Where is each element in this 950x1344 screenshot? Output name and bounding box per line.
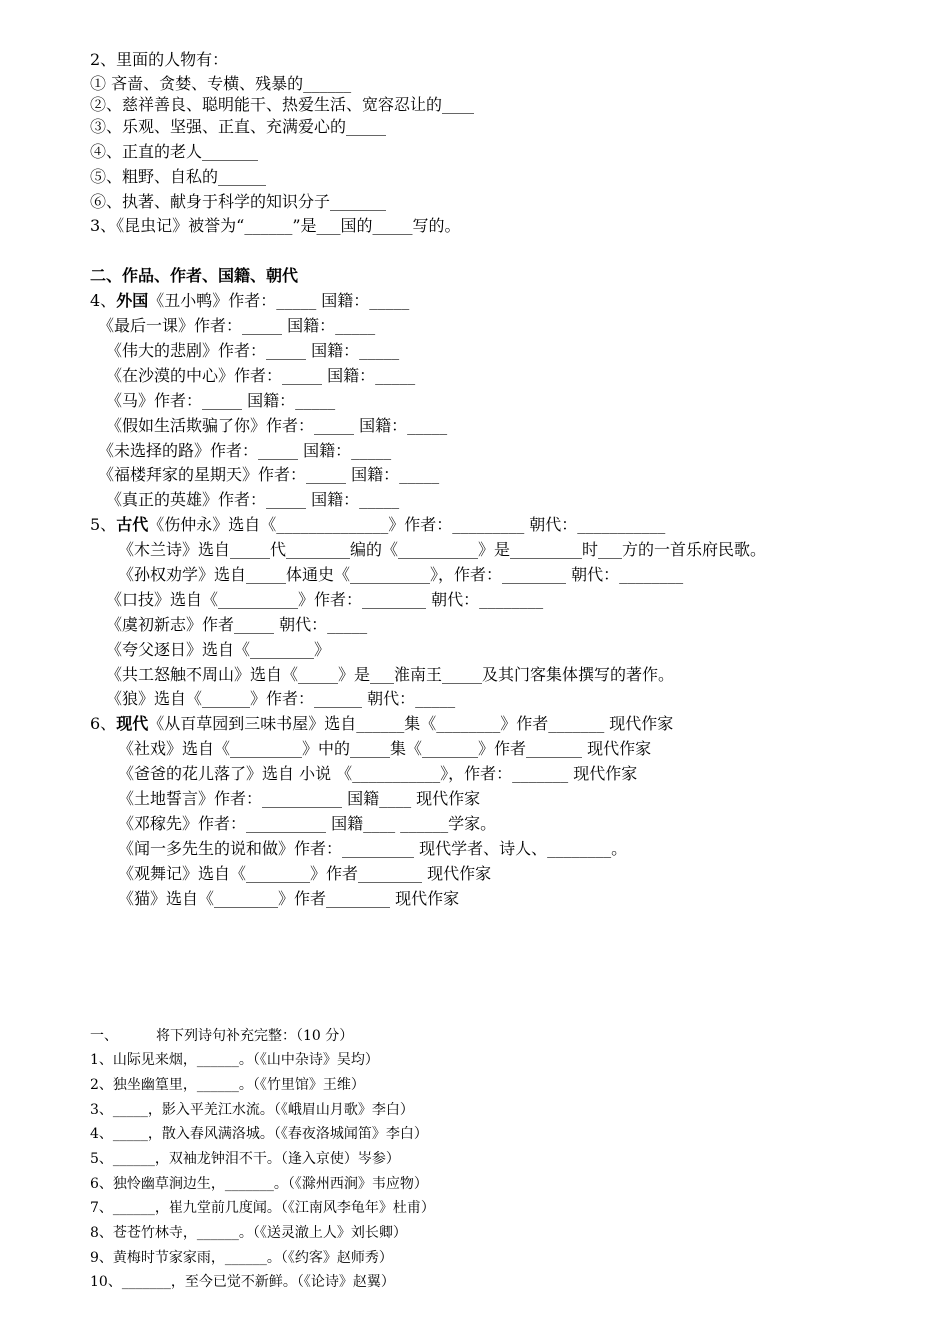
- work-line: [90, 414, 910, 439]
- line-text: 《共工怒触不周山》选自《_____》是___淮南王_____及其门客集体撰写的著作。: [106, 664, 675, 684]
- line-text: 《最后一课》作者：_____ 国籍：_____: [98, 316, 376, 336]
- line-text: 《爸爸的花儿落了》选自 小说 《___________》，作者：_______ 现代作家: [118, 764, 638, 784]
- work-line: [90, 862, 910, 887]
- work-line: [90, 389, 910, 414]
- work-line: [90, 339, 910, 364]
- text-line: ① 吝啬、贪婪、专横、残暴的______: [90, 73, 352, 93]
- category-label: 现代: [116, 714, 149, 734]
- heading-text: 将下列诗句补充完整：（10 分）: [156, 1027, 354, 1044]
- section-heading: [90, 1024, 910, 1049]
- poem-line: 10、_______，至今已觉不新鲜。（《论诗》赵翼）: [90, 1274, 395, 1291]
- line-text: 《虞初新志》作者_____ 朝代：_____: [106, 614, 368, 634]
- work-line: [90, 712, 910, 737]
- line-text: 《未选择的路》作者：_____ 国籍：_____: [98, 440, 392, 460]
- work-line: [90, 887, 910, 912]
- poem-line: 2、独坐幽篁里，______。（《竹里馆》王维）: [90, 1076, 365, 1093]
- line-text: 《口技》选自《__________》作者：________ 朝代：________: [106, 589, 544, 609]
- poem-line: 1、山际见来烟，______。（《山中杂诗》吴均）: [90, 1052, 379, 1069]
- line-text: 《猫》选自《________》作者________ 现代作家: [118, 888, 460, 908]
- work-line: [90, 439, 910, 464]
- worksheet-page: [90, 48, 910, 1295]
- line-text: 《伟大的悲剧》作者：_____ 国籍：_____: [106, 341, 400, 361]
- line-text: 《从百草园到三味书屋》选自______集《________》作者_______ 现代作家: [148, 714, 674, 734]
- line-text: 《在沙漠的中心》作者：_____ 国籍：_____: [106, 365, 416, 385]
- work-line: [90, 513, 910, 538]
- line-text: 《福楼拜家的星期天》作者：_____ 国籍：_____: [98, 465, 440, 485]
- work-line: [90, 563, 910, 588]
- line-text: 《观舞记》选自《________》作者________ 现代作家: [118, 863, 492, 883]
- text-line: ④、正直的老人_______: [90, 141, 259, 161]
- line-text: 《邓稼先》作者：__________ 国籍____ ______学家。: [118, 813, 497, 833]
- text-line: ③、乐观、坚强、正直、充满爱心的_____: [90, 116, 387, 136]
- category-label: 古代: [116, 515, 149, 535]
- line-text: 《伤仲永》选自《______________》作者：_________ 朝代：___________: [148, 515, 666, 535]
- poem-line: 7、______，崔九堂前几度闻。（《江南风李龟年》杜甫）: [90, 1200, 435, 1217]
- work-line: [90, 538, 910, 563]
- text-line: 3、《昆虫记》被誉为“______”是___国的_____写的。: [90, 216, 461, 236]
- line-text: 《闻一多先生的说和做》作者：_________ 现代学者、诗人、________。: [118, 838, 628, 858]
- text-line: ⑥、执著、献身于科学的知识分子_______: [90, 191, 387, 211]
- characters-section: [90, 48, 910, 239]
- line-text: 《丑小鸭》作者：_____ 国籍：_____: [148, 291, 410, 311]
- work-line: [90, 463, 910, 488]
- line-text: 《马》作者：_____ 国籍：_____: [106, 390, 336, 410]
- work-line: [90, 613, 910, 638]
- work-line: [90, 488, 910, 513]
- line-text: 《土地誓言》作者：__________ 国籍____ 现代作家: [118, 789, 481, 809]
- work-line: [90, 787, 910, 812]
- poems-section: [90, 1024, 910, 1296]
- text-line: 2、里面的人物有：: [90, 50, 229, 69]
- section-heading: 二、作品、作者、国籍、朝代: [90, 266, 299, 286]
- poem-line: 9、黄梅时节家家雨，______。（《约客》赵师秀）: [90, 1249, 393, 1266]
- category-label: 外国: [116, 291, 149, 311]
- poem-line: 5、______，双袖龙钟泪不干。（逢入京使）岑参）: [90, 1150, 400, 1167]
- work-line: [90, 314, 910, 339]
- works-section: [90, 264, 910, 911]
- line-number: 5、: [90, 515, 117, 535]
- work-line: [90, 687, 910, 712]
- work-line: [90, 762, 910, 787]
- poem-line: 6、独怜幽草涧边生，_______。（《滁州西涧》韦应物）: [90, 1175, 428, 1192]
- line-text: 《社戏》选自《_________》中的_____集《_______》作者_______ 现代作家: [118, 739, 652, 759]
- poem-line: 3、_____，影入平羌江水流。（《峨眉山月歌》李白）: [90, 1101, 414, 1118]
- work-line: [90, 289, 910, 314]
- work-line: [90, 663, 910, 688]
- line-number: 6、: [90, 714, 117, 734]
- text-line: ⑤、粗野、自私的______: [90, 166, 267, 186]
- line-text: 《木兰诗》选自_____代________编的《__________》是_________时___方的一首乐府民歌。: [118, 540, 767, 560]
- text-line: ②、慈祥善良、聪明能干、热爱生活、宽容忍让的____: [90, 94, 475, 114]
- work-line: [90, 737, 910, 762]
- line-text: 《孙权劝学》选自_____体通史《__________》，作者：________ 朝代：________: [118, 565, 684, 585]
- work-line: [90, 837, 910, 862]
- poem-line: 8、苍苍竹林寺，______。（《送灵澈上人》刘长卿）: [90, 1225, 407, 1241]
- line-text: 《假如生活欺骗了你》作者：_____ 国籍：_____: [106, 415, 448, 435]
- work-line: [90, 364, 910, 389]
- heading-number: 一、: [90, 1027, 118, 1044]
- line-text: 《夸父逐日》选自《________》: [106, 639, 331, 659]
- work-line: [90, 812, 910, 837]
- work-line: [90, 638, 910, 663]
- line-text: 《真正的英雄》作者：_____ 国籍：_____: [106, 490, 400, 510]
- line-text: 《狼》选自《______》作者：______ 朝代：_____: [106, 689, 456, 709]
- work-line: [90, 588, 910, 613]
- poem-line: 4、_____，散入春风满洛城。（《春夜洛城闻笛》李白）: [90, 1126, 428, 1143]
- line-number: 4、: [90, 291, 117, 311]
